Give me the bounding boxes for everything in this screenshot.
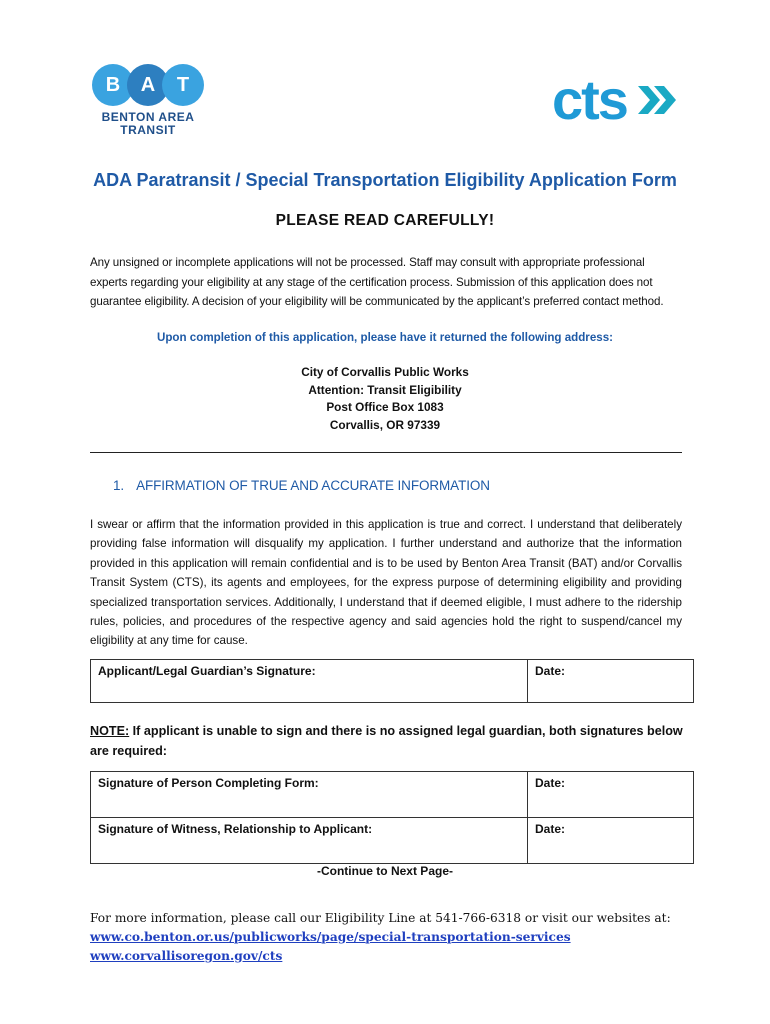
applicant-signature-field[interactable]: Applicant/Legal Guardian’s Signature: (91, 660, 528, 703)
bat-letter-b: B (92, 64, 134, 106)
form-title: ADA Paratransit / Special Transportation Eligibility Application Form (93, 170, 677, 190)
intro-paragraph: Any unsigned or incomplete applications will not be processed. Staff may consult with appropriate professional experts regarding your eligibility at any stage of the certification process. Submission of this application does not guarantee eligibility. A decision of your eligibility will be communicated by the applicant’s preferred contact method. (90, 256, 664, 308)
bat-logo-circles (90, 64, 206, 110)
signature-note (90, 721, 694, 761)
return-instructions: Upon completion of this application, please have it returned the following address: (156, 331, 614, 344)
table-row (91, 660, 694, 703)
additional-signatures-table (90, 771, 694, 864)
continue-indicator: -Continue to Next Page- (316, 864, 453, 878)
person-completing-signature-field[interactable]: Signature of Person Completing Form: (91, 772, 528, 818)
footer-text: For more information, please call our Eligibility Line at 541-766-6318 or visit our websites at: (90, 911, 671, 925)
cts-logo-text: cts (552, 68, 627, 131)
section-divider (90, 452, 682, 453)
address-line1: City of Corvallis Public Works (301, 365, 469, 379)
bat-logo-line2: TRANSIT (120, 123, 176, 137)
note-label: NOTE: (90, 724, 130, 738)
section-1-title: AFFIRMATION OF TRUE AND ACCURATE INFORMATION (136, 478, 490, 493)
witness-date-field[interactable]: Date: (528, 818, 694, 864)
section-1-number: 1. (113, 478, 125, 493)
cts-logo (552, 68, 682, 136)
corvallis-cts-link[interactable]: www.corvallisoregon.gov/cts (90, 949, 283, 963)
bat-letter-a: A (127, 64, 169, 106)
applicant-date-field[interactable]: Date: (528, 660, 694, 703)
applicant-signature-table (90, 659, 694, 703)
bat-logo-line1: BENTON AREA (101, 110, 195, 124)
table-row (91, 772, 694, 818)
table-row (91, 818, 694, 864)
address-line4: Corvallis, OR 97339 (329, 417, 441, 432)
footer-contact (90, 909, 710, 966)
affirmation-paragraph: I swear or affirm that the information provided in this application is true and correct. I understand that deliberately providing false information will disqualify my application. I further understand and authorize that the information provided in this application will remain confidential and is to be used by Benton Area Transit (BAT) and/or Corvallis Transit System (CTS), its agents and employees, for the express purpose of determining eligibility and providing specialized transportation services. Additionally, I understand that if deemed eligible, I must adhere to the ridership rules, policies, and procedures of the respective agency and said agencies hold the right to suspend/cancel my eligibility at any time for cause. (90, 518, 682, 648)
bat-logo (90, 64, 206, 142)
section-1-heading (113, 478, 490, 493)
person-completing-date-field[interactable]: Date: (528, 772, 694, 818)
bat-logo-text (90, 111, 206, 137)
read-carefully-heading: PLEASE READ CAREFULLY! (275, 212, 495, 229)
mailing-address (0, 364, 770, 434)
address-line2: Attention: Transit Eligibility (308, 382, 462, 397)
address-line3: Post Office Box 1083 (326, 400, 444, 414)
witness-signature-field[interactable]: Signature of Witness, Relationship to Applicant: (91, 818, 528, 864)
double-chevron-right-icon (636, 82, 680, 118)
note-text: If applicant is unable to sign and there is no assigned legal guardian, both signatures below are required: (90, 724, 683, 758)
benton-county-link[interactable]: www.co.benton.or.us/publicworks/page/special-transportation-services (90, 930, 571, 944)
bat-letter-t: T (162, 64, 204, 106)
